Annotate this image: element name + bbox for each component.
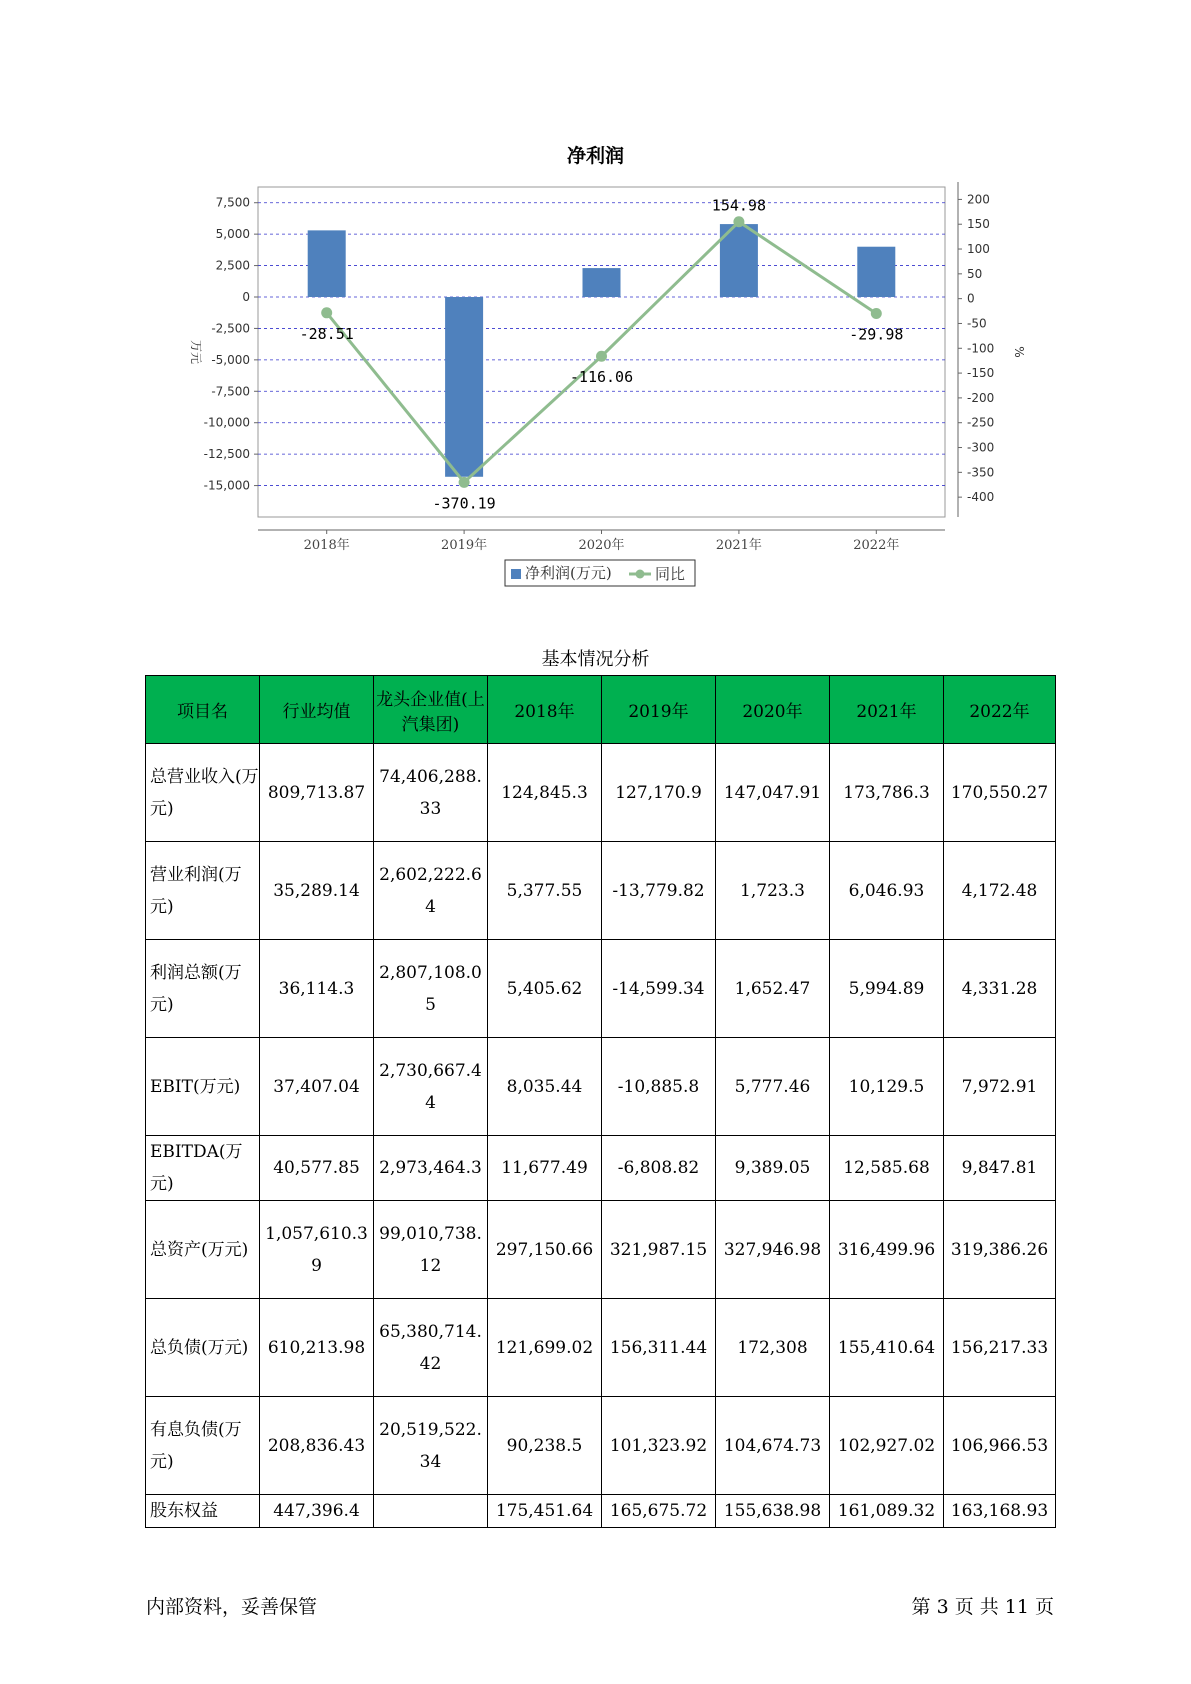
right-tick-label: -50: [967, 316, 987, 331]
header-item-name: 项目名: [146, 676, 260, 744]
table-row: [146, 1495, 1056, 1528]
table-title: 基本情况分析: [541, 649, 650, 670]
row-label-text: EBITDA(万元): [150, 1142, 243, 1194]
table-cell: 208,836.43: [260, 1397, 374, 1495]
table-row: [146, 842, 1056, 940]
left-tick-label: 2,500: [215, 258, 250, 273]
left-tick-label: -2,500: [211, 321, 250, 336]
x-tick-label: 2022年: [853, 538, 900, 553]
yoy-data-label: -116.06: [569, 368, 634, 387]
header-2019: 2019年: [602, 676, 716, 744]
yoy-data-label: -28.51: [299, 324, 354, 343]
right-tick-label: -300: [967, 440, 995, 455]
table-row: [146, 744, 1056, 842]
table-cell: 10,129.5: [830, 1038, 944, 1136]
row-label: [146, 842, 260, 940]
yoy-data-label: -29.98: [849, 325, 904, 344]
left-tick-label: -15,000: [203, 478, 250, 493]
chart-canvas: [0, 0, 1191, 610]
table-cell: 4,331.28: [944, 940, 1056, 1038]
row-label: [146, 1299, 260, 1397]
table-cell: 5,405.62: [488, 940, 602, 1038]
row-label-text: 利润总额(万元): [150, 962, 242, 1015]
table-cell: 12,585.68: [830, 1136, 944, 1201]
row-label-text: 总负债(万元): [150, 1337, 249, 1358]
table-cell: 1,057,610.39: [260, 1201, 374, 1299]
table-row: [146, 1299, 1056, 1397]
table-cell: 9,847.81: [944, 1136, 1056, 1201]
table-cell: 2,602,222.64: [374, 842, 488, 940]
table-cell: 5,377.55: [488, 842, 602, 940]
table-cell: 124,845.3: [488, 744, 602, 842]
left-tick-label: -12,500: [203, 447, 250, 462]
table-cell: 2,973,464.3: [374, 1136, 488, 1201]
table-row: [146, 1397, 1056, 1495]
table-row: [146, 1038, 1056, 1136]
yoy-point: [733, 216, 744, 227]
left-tick-label: -10,000: [203, 415, 250, 430]
table-cell: 74,406,288.33: [374, 744, 488, 842]
bar: [857, 247, 895, 297]
yoy-point: [321, 307, 332, 318]
table-cell: 1,652.47: [716, 940, 830, 1038]
right-tick-label: -350: [967, 465, 995, 480]
table-cell: 102,927.02: [830, 1397, 944, 1495]
table-cell: 172,308: [716, 1299, 830, 1397]
row-label-text: 总营业收入(万元): [150, 766, 259, 819]
legend-bar-label: 净利润(万元): [525, 564, 612, 582]
header-2021: 2021年: [830, 676, 944, 744]
table-cell: 319,386.26: [944, 1201, 1056, 1299]
footer-page-number: 第 3 页 共 11 页: [911, 1596, 1054, 1618]
table-cell: 127,170.9: [602, 744, 716, 842]
table-cell: 155,410.64: [830, 1299, 944, 1397]
table-cell: 161,089.32: [830, 1495, 944, 1528]
right-tick-label: 200: [967, 192, 990, 207]
right-tick-label: 0: [967, 291, 975, 306]
table-cell: [374, 1495, 488, 1528]
table-cell: 90,238.5: [488, 1397, 602, 1495]
table-cell: 316,499.96: [830, 1201, 944, 1299]
yoy-data-label: -370.19: [432, 494, 496, 513]
row-label: [146, 940, 260, 1038]
analysis-table: [145, 675, 1056, 1528]
table-cell: 163,168.93: [944, 1495, 1056, 1528]
row-label-text: EBIT(万元): [150, 1076, 241, 1097]
right-tick-label: 150: [967, 217, 990, 232]
x-tick-label: 2019年: [441, 538, 488, 553]
row-label-text: 总资产(万元): [150, 1239, 249, 1260]
table-cell: 99,010,738.12: [374, 1201, 488, 1299]
right-tick-label: 50: [967, 266, 983, 281]
right-tick-label: -400: [967, 490, 995, 505]
left-tick-label: 0: [242, 290, 250, 304]
x-tick-label: 2018年: [303, 538, 350, 553]
table-cell: 65,380,714.42: [374, 1299, 488, 1397]
right-tick-label: 100: [967, 242, 990, 257]
x-tick-label: 2021年: [715, 538, 762, 553]
table-cell: 175,451.64: [488, 1495, 602, 1528]
row-label: [146, 1201, 260, 1299]
table-cell: 37,407.04: [260, 1038, 374, 1136]
table-cell: 7,972.91: [944, 1038, 1056, 1136]
x-tick-label: 2020年: [578, 538, 625, 553]
right-axis-title: %: [1012, 346, 1026, 358]
table-cell: 121,699.02: [488, 1299, 602, 1397]
yoy-point: [596, 351, 607, 362]
bar: [445, 297, 483, 477]
table-cell: 2,730,667.44: [374, 1038, 488, 1136]
table-cell: 156,217.33: [944, 1299, 1056, 1397]
table-cell: 155,638.98: [716, 1495, 830, 1528]
header-2018: 2018年: [488, 676, 602, 744]
table-cell: 327,946.98: [716, 1201, 830, 1299]
row-label-text: 营业利润(万元): [150, 864, 242, 917]
yoy-point: [459, 477, 470, 488]
table-cell: 2,807,108.05: [374, 940, 488, 1038]
legend-bar-swatch: [511, 569, 521, 579]
table-cell: 809,713.87: [260, 744, 374, 842]
table-cell: 156,311.44: [602, 1299, 716, 1397]
table-cell: 6,046.93: [830, 842, 944, 940]
bar: [308, 230, 346, 297]
table-cell: 173,786.3: [830, 744, 944, 842]
table-cell: -6,808.82: [602, 1136, 716, 1201]
table-cell: -14,599.34: [602, 940, 716, 1038]
yoy-data-label: 154.98: [711, 196, 766, 215]
row-label: [146, 1038, 260, 1136]
row-label: [146, 1495, 260, 1528]
row-label-text: 有息负债(万元): [150, 1419, 242, 1472]
header-2020: 2020年: [716, 676, 830, 744]
table-cell: 5,777.46: [716, 1038, 830, 1136]
table-cell: 1,723.3: [716, 842, 830, 940]
table-cell: 165,675.72: [602, 1495, 716, 1528]
yoy-point: [871, 308, 882, 319]
right-tick-label: -100: [967, 341, 995, 356]
table-cell: 36,114.3: [260, 940, 374, 1038]
net-profit-chart: [0, 0, 1191, 610]
table-cell: 297,150.66: [488, 1201, 602, 1299]
left-tick-label: 5,000: [215, 227, 250, 242]
table-cell: -10,885.8: [602, 1038, 716, 1136]
row-label-text: 股东权益: [150, 1501, 218, 1521]
legend-line-marker: [636, 570, 645, 579]
table-cell: 170,550.27: [944, 744, 1056, 842]
table-cell: 11,677.49: [488, 1136, 602, 1201]
legend-line-label: 同比: [655, 565, 686, 583]
table-cell: 5,994.89: [830, 940, 944, 1038]
right-tick-label: -250: [967, 415, 995, 430]
right-tick-label: -200: [967, 390, 995, 405]
table-cell: 104,674.73: [716, 1397, 830, 1495]
table-cell: 4,172.48: [944, 842, 1056, 940]
table-cell: 101,323.92: [602, 1397, 716, 1495]
left-tick-label: -5,000: [211, 352, 250, 367]
table-cell: 447,396.4: [260, 1495, 374, 1528]
table-cell: -13,779.82: [602, 842, 716, 940]
header-industry-avg: 行业均值: [260, 676, 374, 744]
left-tick-label: 7,500: [215, 195, 250, 210]
table-cell: 147,047.91: [716, 744, 830, 842]
left-tick-label: -7,500: [211, 384, 250, 399]
row-label: [146, 1397, 260, 1495]
table-row: [146, 940, 1056, 1038]
table-cell: 9,389.05: [716, 1136, 830, 1201]
table-cell: 610,213.98: [260, 1299, 374, 1397]
right-tick-label: -150: [967, 366, 995, 381]
table-row: [146, 1136, 1056, 1201]
table-cell: 35,289.14: [260, 842, 374, 940]
table-header-row: [146, 676, 1056, 744]
table-cell: 8,035.44: [488, 1038, 602, 1136]
table-cell: 106,966.53: [944, 1397, 1056, 1495]
table-cell: 40,577.85: [260, 1136, 374, 1201]
row-label: [146, 1136, 260, 1201]
table-cell: 20,519,522.34: [374, 1397, 488, 1495]
header-2022: 2022年: [944, 676, 1056, 744]
row-label: [146, 744, 260, 842]
bar: [583, 268, 621, 297]
table-cell: 321,987.15: [602, 1201, 716, 1299]
chart-title: 净利润: [566, 145, 624, 167]
left-axis-title: 万元: [189, 339, 203, 365]
table-row: [146, 1201, 1056, 1299]
header-leader-value: 龙头企业值(上汽集团): [374, 676, 488, 744]
footer-confidential: 内部资料，妥善保管: [146, 1596, 318, 1618]
